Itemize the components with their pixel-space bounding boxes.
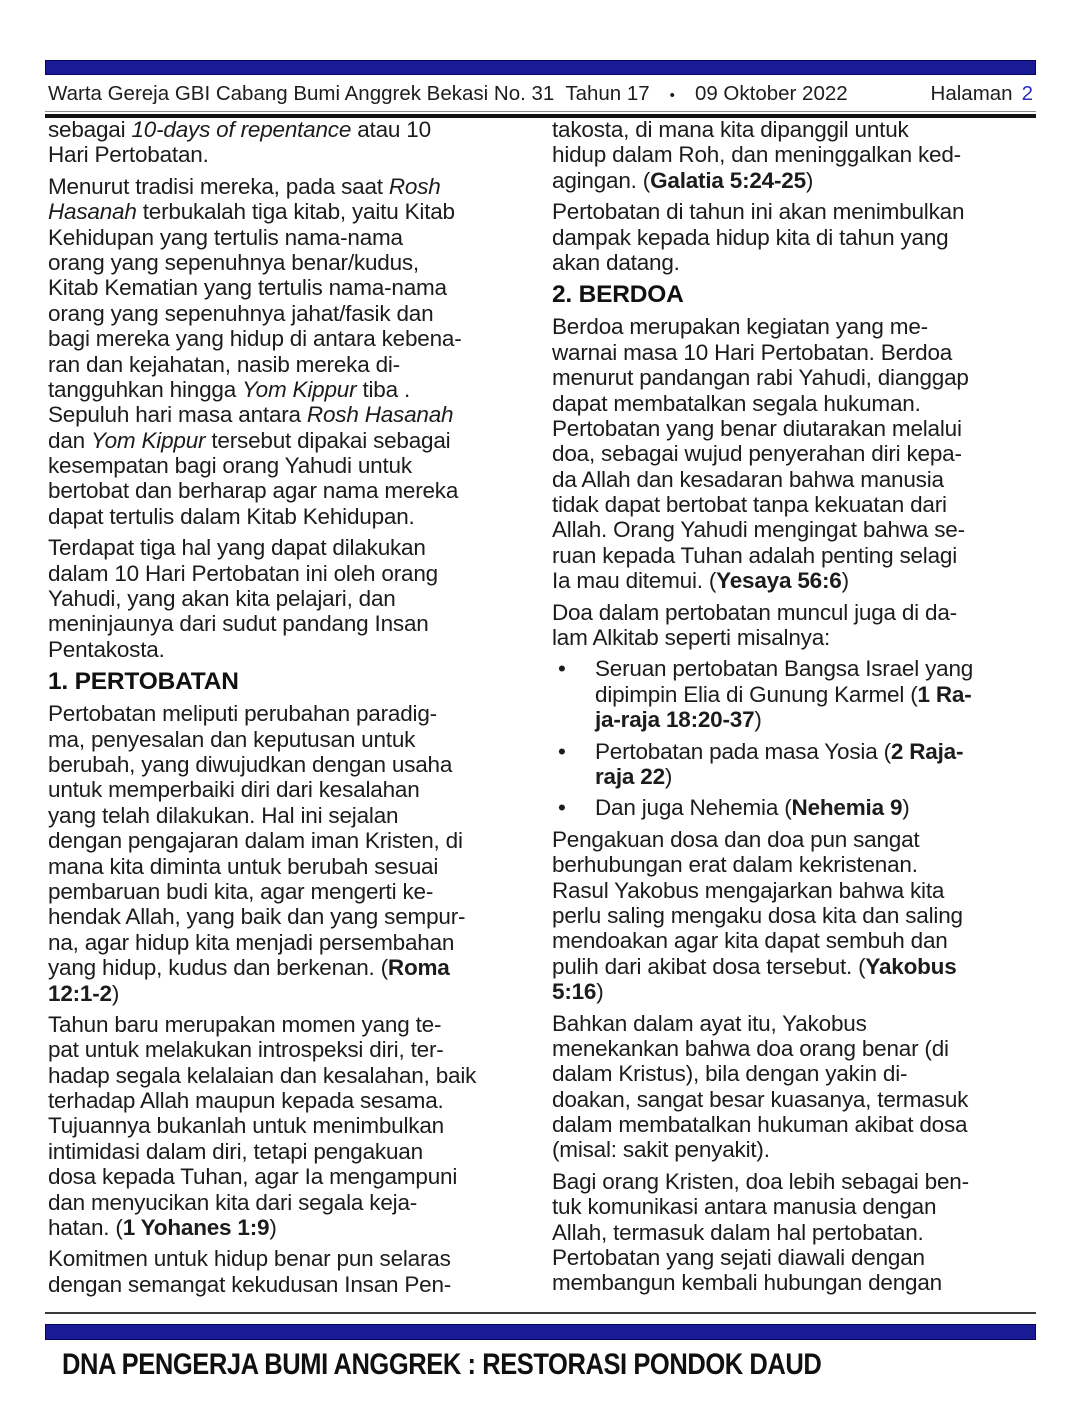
text-run: 5:16: [552, 979, 597, 1005]
header-bar: [45, 60, 1036, 75]
text-line: [552, 1036, 1035, 1061]
text-line: [48, 752, 531, 777]
text-line: [48, 930, 531, 955]
text-run: Menurut tradisi mereka, pada saat: [48, 173, 389, 199]
text-line: [48, 904, 531, 929]
bullet-item: [552, 795, 1035, 820]
text-run: Terdapat tiga hal yang dapat dilakukan: [48, 535, 426, 561]
text-line: [48, 828, 531, 853]
text-run: yang telah dilakukan. Hal ini sejalan: [48, 802, 399, 828]
text-run: ): [269, 1215, 277, 1241]
text-line: [48, 1063, 531, 1088]
text-line: [48, 981, 531, 1006]
page-number: 2: [1021, 82, 1033, 105]
text-line: [48, 275, 531, 300]
text-line: [595, 656, 1035, 681]
paragraph: [48, 117, 531, 168]
paragraph: [552, 199, 1035, 275]
text-run: berubah, yang diwujudkan dengan usaha: [48, 751, 453, 777]
page-footer: [45, 1312, 1036, 1382]
text-line: [48, 586, 531, 611]
paragraph: [48, 701, 531, 1006]
issue-date: 09 Oktober 2022: [694, 82, 848, 105]
text-run: kesempatan bagi orang Yahudi untuk: [48, 453, 412, 479]
text-run: Yahudi, yang akan kita pelajari, dan: [48, 586, 396, 612]
text-line: [48, 453, 531, 478]
text-run: Bagi orang Kristen, doa lebih sebagai ben-: [552, 1168, 969, 1194]
text-run: takosta, di mana kita dipanggil untuk: [552, 117, 909, 142]
text-line: [595, 682, 1035, 707]
text-line: [48, 1113, 531, 1138]
text-run: dengan pengajaran dalam iman Kristen, di: [48, 828, 463, 854]
text-line: [48, 142, 531, 167]
right-column: [552, 117, 1035, 1310]
text-line: [48, 199, 531, 224]
text-run: 2 Raja-: [890, 738, 964, 764]
text-run: agingan. (: [552, 167, 651, 193]
bullet-icon: •: [558, 738, 566, 764]
text-run: berhubungan erat dalam kekristenan.: [552, 852, 918, 878]
text-line: [48, 611, 531, 636]
text-run: Yom Kippur: [242, 376, 357, 402]
text-line: [595, 707, 1035, 732]
page-label: Halaman: [930, 82, 1013, 105]
text-run: untuk memperbaiki diri dari kesalahan: [48, 777, 420, 803]
text-line: [48, 803, 531, 828]
text-run: Pertobatan meliputi perubahan paradig-: [48, 701, 437, 727]
text-line: [552, 117, 1035, 142]
text-line: [48, 428, 531, 453]
text-line: [552, 954, 1035, 979]
text-line: [552, 1137, 1035, 1162]
text-line: [48, 1012, 531, 1037]
text-run: dalam Kristus), bila dengan yakin di-: [552, 1061, 908, 1087]
text-run: Pertobatan yang benar diutarakan melalui: [552, 415, 962, 441]
text-run: dan: [48, 427, 91, 453]
text-run: hatan. (: [48, 1215, 123, 1241]
text-line: [48, 478, 531, 503]
text-run: mana kita diminta untuk berubah sesuai: [48, 853, 439, 879]
text-run: ): [754, 707, 762, 733]
text-run: tiba .: [356, 376, 411, 402]
text-run: Nehemia 9: [791, 795, 903, 821]
paragraph: [552, 1011, 1035, 1163]
text-run: ran dan kejahatan, nasib mereka di-: [48, 351, 400, 377]
bullet-icon: •: [558, 656, 566, 682]
header-rule-thin: [45, 111, 1036, 112]
text-run: intimidasi dalam diri, tetapi pengakuan: [48, 1138, 423, 1164]
text-line: [48, 535, 531, 560]
text-run: dosa kepada Tuhan, agar Ia mengampuni: [48, 1164, 458, 1190]
text-line: [552, 1087, 1035, 1112]
text-run: dengan semangat kekudusan Insan Pen-: [48, 1271, 452, 1297]
text-line: [48, 1088, 531, 1113]
text-run: Pertobatan di tahun ini akan menimbulkan: [552, 199, 965, 225]
text-line: [48, 879, 531, 904]
text-run: Rasul Yakobus mengajarkan bahwa kita: [552, 877, 945, 903]
text-run: Yom Kippur: [91, 427, 206, 453]
text-run: na, agar hidup kita menjadi persembahan: [48, 929, 455, 955]
text-line: [595, 795, 1035, 820]
text-run: Yesaya 56:6: [716, 568, 842, 594]
text-run: pat untuk melakukan introspeksi diri, ter-: [48, 1037, 444, 1063]
text-line: [552, 600, 1035, 625]
text-run: Yakobus: [865, 953, 957, 979]
text-line: [552, 391, 1035, 416]
text-run: Komitmen untuk hidup benar pun selaras: [48, 1246, 451, 1272]
text-run: ): [664, 763, 673, 789]
text-line: [552, 878, 1035, 903]
text-line: [48, 727, 531, 752]
text-line: [552, 852, 1035, 877]
text-line: [48, 1272, 531, 1297]
text-line: [552, 625, 1035, 650]
text-run: lam Alkitab seperti misalnya:: [552, 625, 831, 651]
text-run: ): [841, 568, 849, 594]
text-run: Sepuluh hari masa antara: [48, 402, 307, 428]
text-run: Pengakuan dosa dan doa pun sangat: [552, 826, 920, 852]
text-run: Pertobatan pada masa Yosia (: [595, 738, 891, 764]
text-run: 12:1-2: [48, 980, 112, 1006]
text-line: [48, 504, 531, 529]
paragraph: [48, 535, 531, 662]
text-line: [552, 1112, 1035, 1137]
text-line: [552, 517, 1035, 542]
text-line: [552, 903, 1035, 928]
text-line: [552, 827, 1035, 852]
paragraph: [552, 600, 1035, 651]
page-header: [45, 60, 1036, 118]
text-line: [48, 117, 531, 142]
text-run: Hasanah: [48, 199, 137, 225]
text-run: ): [805, 167, 814, 193]
text-run: dampak kepada hidup kita di tahun yang: [552, 224, 949, 250]
text-run: tangguhkan hingga: [48, 376, 243, 402]
text-run: hidup dalam Roh, dan meninggalkan ked-: [552, 142, 961, 168]
text-run: dalam 10 Hari Pertobatan ini oleh orang: [48, 560, 438, 586]
text-line: [48, 701, 531, 726]
section-heading: 1. PERTOBATAN: [48, 668, 239, 696]
text-line: [48, 777, 531, 802]
text-run: atau 10: [351, 117, 431, 142]
text-line: [552, 225, 1035, 250]
paragraph: [552, 117, 1035, 193]
text-line: [48, 955, 531, 980]
text-run: 1 Yohanes 1:9: [122, 1215, 270, 1241]
text-line: [552, 314, 1035, 339]
text-run: ruan kepada Tuhan adalah penting selagi: [552, 542, 958, 568]
text-run: terhadap Allah maupun kepada sesama.: [48, 1088, 444, 1114]
left-column: [48, 117, 531, 1310]
text-line: [48, 250, 531, 275]
text-run: 10-days of repentance: [131, 117, 352, 142]
text-run: ja-raja 18:20-37: [595, 707, 755, 733]
text-line: [552, 1011, 1035, 1036]
text-run: yang hidup, kudus dan berkenan. (: [48, 955, 388, 981]
text-run: meninjaunya dari sudut pandang Insan: [48, 611, 429, 637]
text-line: [48, 1246, 531, 1271]
text-line: [552, 142, 1035, 167]
text-run: bertobat dan berharap agar nama mereka: [48, 478, 459, 504]
text-line: [48, 326, 531, 351]
bullet-icon: •: [558, 795, 566, 821]
text-run: Ia mau ditemui. (: [552, 568, 717, 594]
text-line: [48, 1215, 531, 1240]
bullet-item: [552, 739, 1035, 790]
text-run: Rosh: [388, 173, 441, 199]
footer-bar: [45, 1324, 1036, 1340]
text-run: 1 Ra-: [917, 681, 972, 707]
text-run: doakan, sangat besar kuasanya, termasuk: [552, 1086, 969, 1112]
text-run: ): [902, 795, 910, 821]
text-run: Allah, termasuk dalam hal pertobatan.: [552, 1219, 924, 1245]
footer-slogan: DNA PENGERJA BUMI ANGGREK : RESTORASI PONDOK DAUD: [62, 1348, 822, 1381]
text-run: ): [111, 980, 120, 1006]
text-line: [552, 1220, 1035, 1245]
text-run: dapat membatalkan segala hukuman.: [552, 390, 921, 416]
text-line: [48, 225, 531, 250]
text-run: Tujuannya bukanlah untuk menimbulkan: [48, 1113, 444, 1139]
text-line: [48, 854, 531, 879]
text-run: perlu saling mengaku dosa kita dan saling: [552, 902, 963, 928]
text-run: ma, penyesalan dan keputusan untuk: [48, 726, 416, 752]
text-line: [48, 1164, 531, 1189]
text-run: Bahkan dalam ayat itu, Yakobus: [552, 1010, 867, 1036]
text-line: [552, 1169, 1035, 1194]
text-line: [552, 492, 1035, 517]
text-run: pulih dari akibat dosa tersebut. (: [552, 953, 866, 979]
text-run: orang yang sepenuhnya benar/kudus,: [48, 249, 419, 275]
text-line: [48, 377, 531, 402]
text-line: [552, 365, 1035, 390]
text-line: [552, 979, 1035, 1004]
newsletter-title: Warta Gereja GBI Cabang Bumi Anggrek Bekasi No. 31 Tahun 17: [48, 82, 650, 105]
text-run: Rosh Hasanah: [306, 402, 454, 428]
footer-rule: [45, 1312, 1036, 1314]
text-line: [552, 543, 1035, 568]
text-run: Pentakosta.: [48, 636, 165, 662]
text-run: Seruan pertobatan Bangsa Israel yang: [595, 656, 974, 682]
text-run: Dan juga Nehemia (: [595, 795, 792, 821]
text-line: [48, 1139, 531, 1164]
text-run: hadap segala kelalaian dan kesalahan, baik: [48, 1062, 477, 1088]
text-line: [595, 739, 1035, 764]
text-run: (misal: sakit penyakit).: [552, 1137, 770, 1163]
text-run: pembaruan budi kita, agar mengerti ke-: [48, 878, 434, 904]
text-run: dalam membatalkan hukuman akibat dosa: [552, 1112, 968, 1138]
text-run: Kitab Kematian yang tertulis nama-nama: [48, 275, 447, 301]
text-run: menekankan bahwa doa orang benar (di: [552, 1035, 949, 1061]
paragraph: [552, 314, 1035, 593]
text-line: [552, 568, 1035, 593]
section-heading: 2. BERDOA: [552, 281, 684, 309]
header-line: [45, 75, 1036, 111]
text-line: [552, 340, 1035, 365]
text-line: [552, 416, 1035, 441]
text-run: Allah. Orang Yahudi mengingat bahwa se-: [552, 517, 965, 543]
text-line: [48, 1037, 531, 1062]
bullet-separator-icon: •: [669, 87, 675, 104]
article-body: [48, 117, 1035, 1310]
text-run: dipimpin Elia di Gunung Karmel (: [595, 681, 918, 707]
text-run: Tahun baru merupakan momen yang te-: [48, 1011, 442, 1037]
text-run: orang yang sepenuhnya jahat/fasik dan: [48, 300, 434, 326]
text-run: Doa dalam pertobatan muncul juga di da-: [552, 599, 957, 625]
text-line: [595, 764, 1035, 789]
text-run: Galatia 5:24-25: [650, 167, 806, 193]
text-run: doa, sebagai wujud penyerahan diri kepa-: [552, 441, 962, 467]
text-line: [552, 250, 1035, 275]
paragraph: [552, 1169, 1035, 1296]
text-line: [552, 1270, 1035, 1295]
text-run: terbukalah tiga kitab, yaitu Kitab: [136, 199, 455, 225]
text-run: da Allah dan kesadaran bahwa manusia: [552, 466, 944, 492]
text-run: ): [596, 979, 604, 1005]
text-line: [48, 637, 531, 662]
paragraph: [48, 174, 531, 529]
text-run: sebagai: [48, 117, 132, 142]
text-run: Roma: [387, 955, 450, 981]
text-run: membangun kembali hubungan dengan: [552, 1270, 942, 1296]
bullet-item: [552, 656, 1035, 732]
text-run: menurut pandangan rabi Yahudi, dianggap: [552, 365, 969, 391]
text-run: Berdoa merupakan kegiatan yang me-: [552, 314, 928, 340]
text-line: [48, 301, 531, 326]
text-run: akan datang.: [552, 249, 680, 275]
paragraph: [552, 827, 1035, 1005]
text-line: [552, 168, 1035, 193]
text-line: [552, 1245, 1035, 1270]
paragraph: [48, 1012, 531, 1241]
text-run: bagi mereka yang hidup di antara kebena-: [48, 326, 462, 352]
text-line: [552, 1061, 1035, 1086]
text-run: Pertobatan yang sejati diawali dengan: [552, 1245, 925, 1271]
text-run: Hari Pertobatan.: [48, 142, 209, 168]
text-run: hendak Allah, yang baik dan yang sempur-: [48, 904, 466, 930]
text-run: tuk komunikasi antara manusia dengan: [552, 1194, 937, 1220]
text-run: warnai masa 10 Hari Pertobatan. Berdoa: [552, 339, 953, 365]
text-line: [552, 928, 1035, 953]
text-run: Kehidupan yang tertulis nama-nama: [48, 224, 403, 250]
text-run: mendoakan agar kita dapat sembuh dan: [552, 928, 948, 954]
text-line: [48, 174, 531, 199]
text-line: [48, 561, 531, 586]
text-run: dan menyucikan kita dari segala keja-: [48, 1189, 418, 1215]
text-line: [552, 1194, 1035, 1219]
text-line: [552, 199, 1035, 224]
text-line: [48, 352, 531, 377]
text-run: tersebut dipakai sebagai: [205, 427, 451, 453]
text-line: [552, 441, 1035, 466]
text-run: tidak dapat bertobat tanpa kekuatan dari: [552, 492, 947, 518]
text-line: [48, 402, 531, 427]
text-line: [48, 1190, 531, 1215]
text-line: [552, 467, 1035, 492]
text-run: raja 22: [595, 763, 665, 789]
text-run: dapat tertulis dalam Kitab Kehidupan.: [48, 503, 415, 529]
paragraph: [48, 1246, 531, 1297]
